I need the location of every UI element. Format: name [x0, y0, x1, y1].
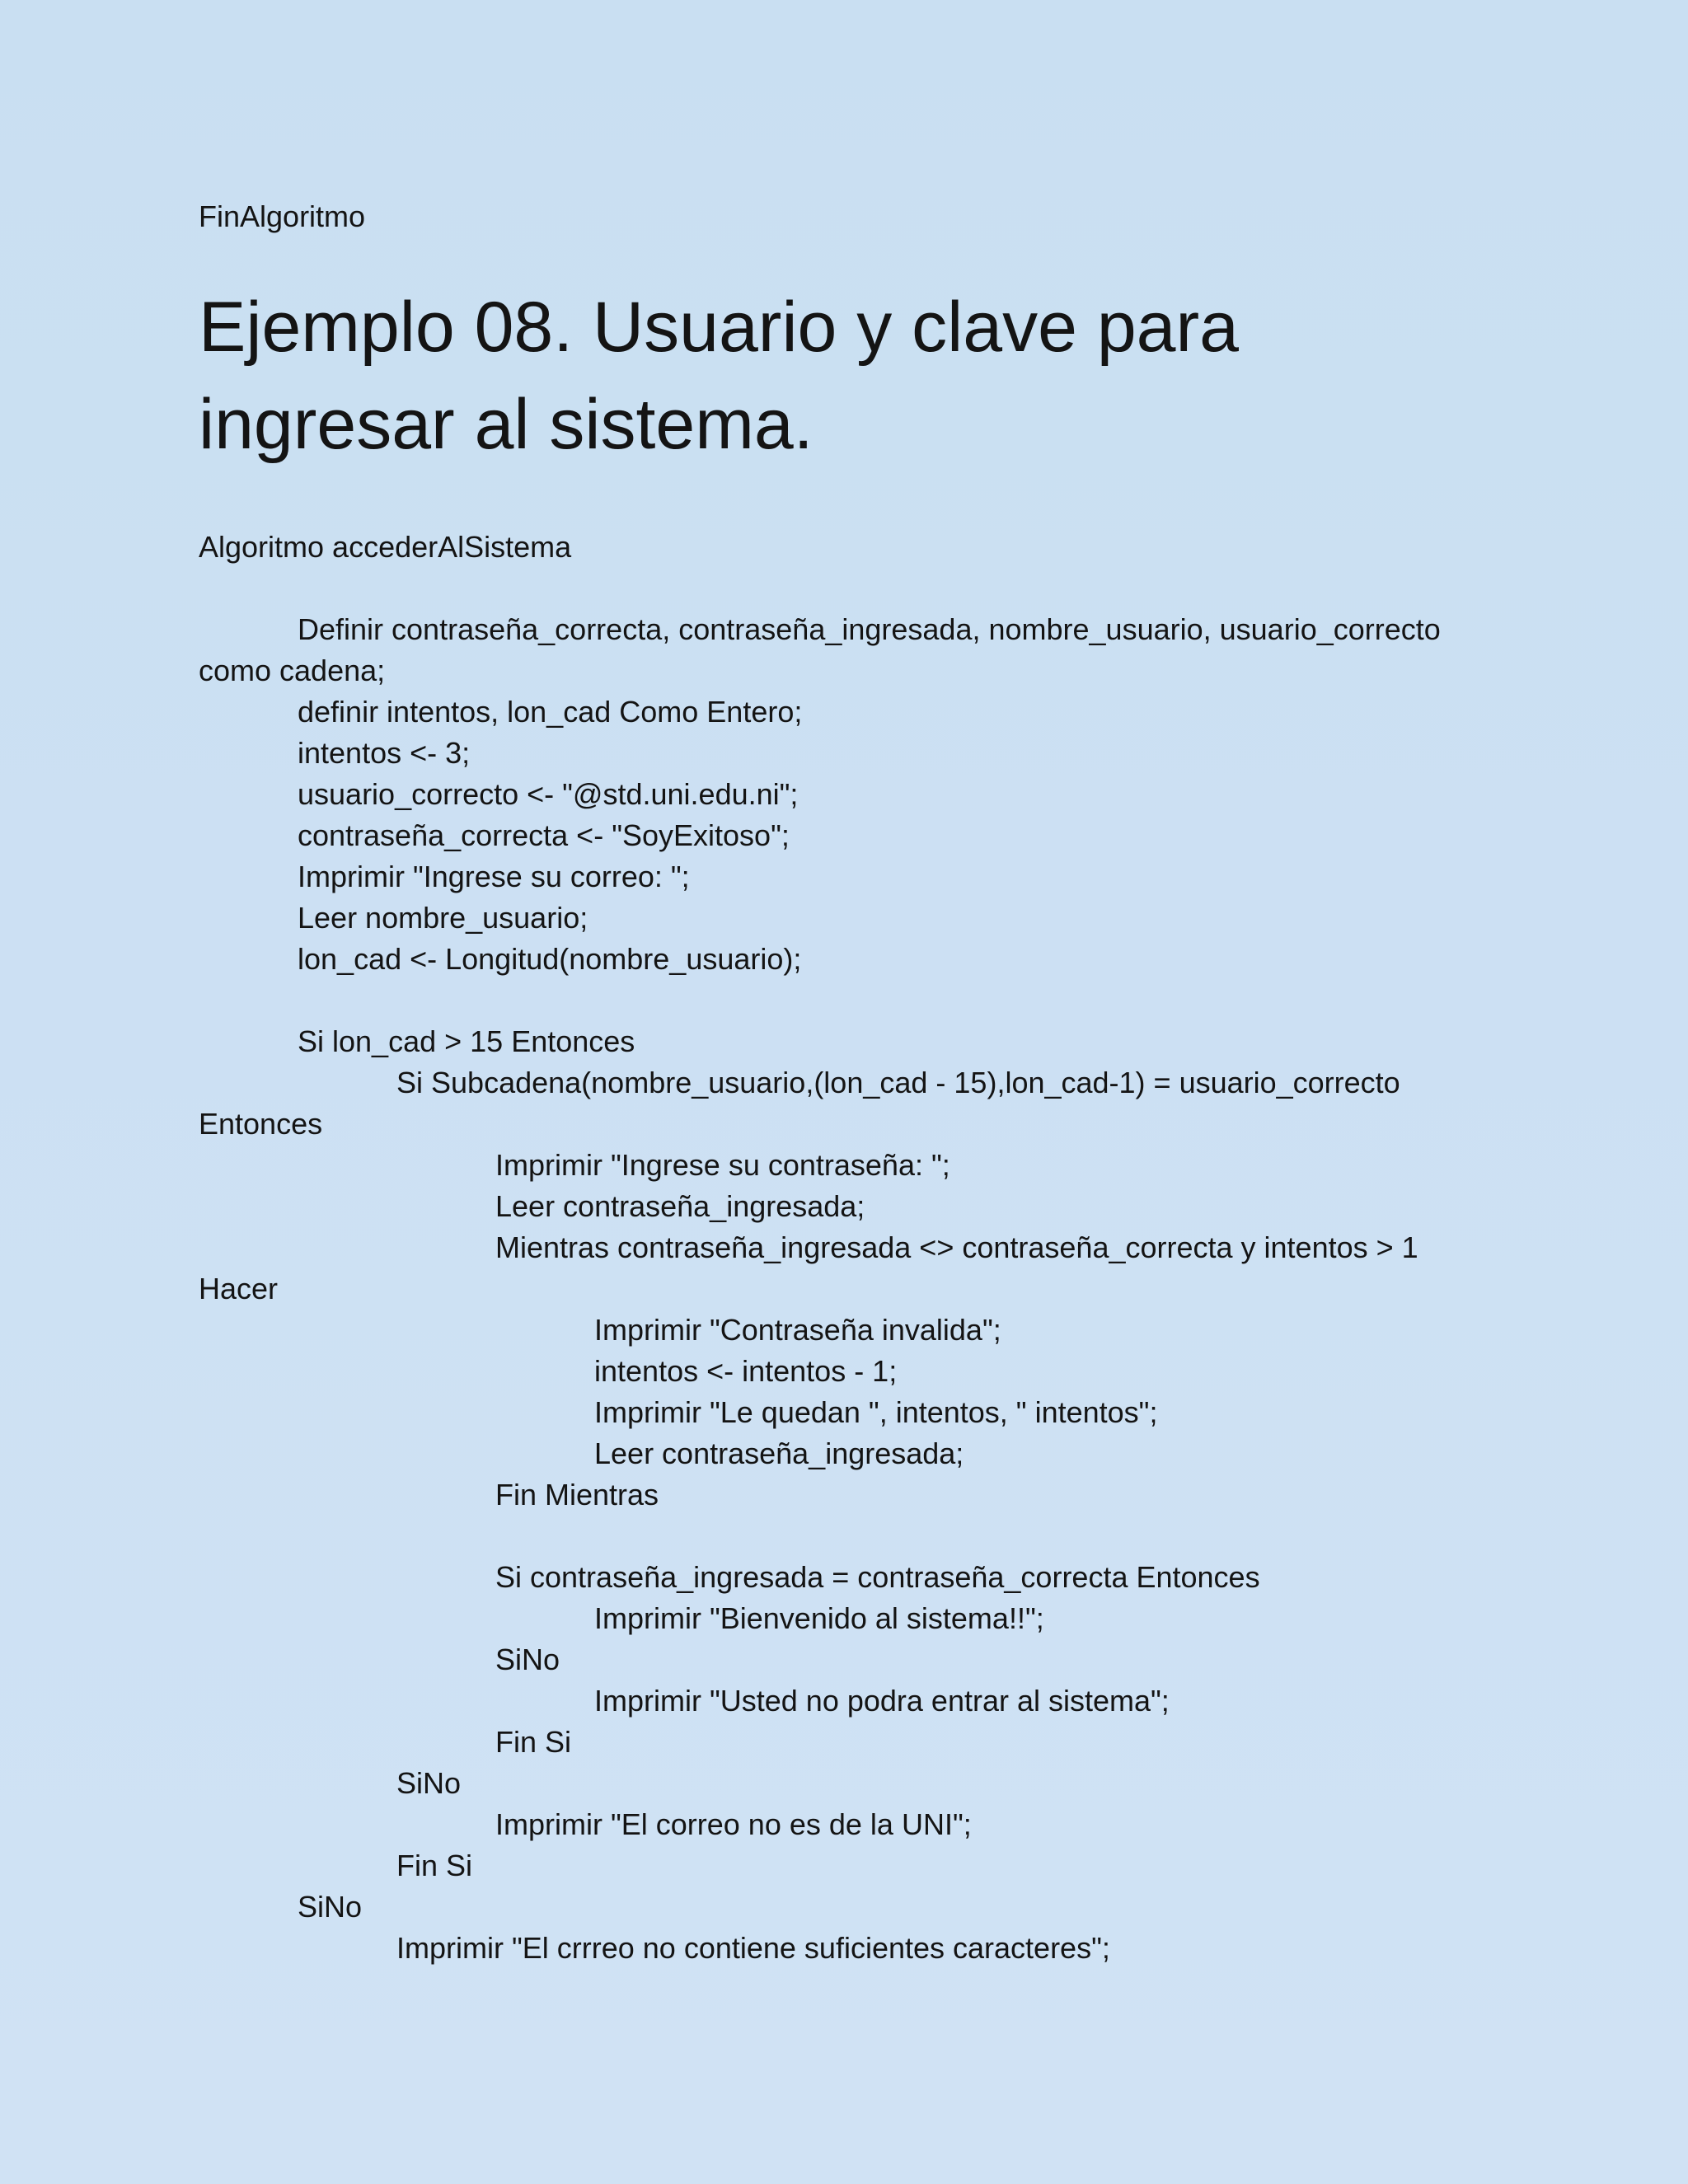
code-line: Fin Si [495, 1725, 572, 1759]
code-line: Entonces [199, 1107, 323, 1141]
code-line: Imprimir "Ingrese su contraseña: "; [495, 1148, 950, 1182]
code-line: Si Subcadena(nombre_usuario,(lon_cad - 15),lon_cad-1) = usuario_correcto [396, 1066, 1400, 1099]
code-line: Mientras contraseña_ingresada <> contraseña_correcta y intentos > 1 [495, 1230, 1418, 1264]
code-line: usuario_correcto <- "@std.uni.edu.ni"; [298, 777, 799, 811]
code-line: SiNo [396, 1766, 462, 1800]
code-line: como cadena; [199, 654, 386, 687]
code-line: Si lon_cad > 15 Entonces [298, 1024, 635, 1058]
code-line: intentos <- 3; [298, 736, 471, 770]
code-line: Imprimir "Le quedan ", intentos, " intentos"; [594, 1395, 1158, 1429]
code-line: Definir contraseña_correcta, contraseña_ingresada, nombre_usuario, usuario_correcto [298, 612, 1441, 646]
code-line: Leer contraseña_ingresada; [495, 1189, 865, 1223]
example-heading [199, 279, 1239, 473]
code-line: Imprimir "Contraseña invalida"; [594, 1313, 1001, 1347]
code-line: intentos <- intentos - 1; [594, 1354, 898, 1388]
code-line: Imprimir "El correo no es de la UNI"; [495, 1807, 972, 1841]
code-line: Fin Mientras [495, 1478, 659, 1511]
code-line: Leer contraseña_ingresada; [594, 1436, 964, 1470]
code-line: SiNo [298, 1890, 363, 1924]
code-line: Hacer [199, 1272, 279, 1305]
code-line: definir intentos, lon_cad Como Entero; [298, 695, 803, 729]
code-line: Imprimir "Bienvenido al sistema!!"; [594, 1601, 1044, 1635]
code-line: contraseña_correcta <- "SoyExitoso"; [298, 818, 790, 852]
heading-line: Ejemplo 08. Usuario y clave para [199, 288, 1239, 367]
end-algorithm-label: FinAlgoritmo [199, 199, 366, 233]
code-line: Algoritmo accederAlSistema [199, 530, 572, 564]
code-line: Imprimir "El crrreo no contiene suficientes caracteres"; [396, 1931, 1110, 1965]
code-line: Imprimir "Usted no podra entrar al sistema"; [594, 1684, 1170, 1718]
code-line: Fin Si [396, 1849, 473, 1882]
code-line: Imprimir "Ingrese su correo: "; [298, 860, 690, 893]
code-line: SiNo [495, 1643, 560, 1676]
heading-line: ingresar al sistema. [199, 385, 814, 464]
code-line: Si contraseña_ingresada = contraseña_correcta Entonces [495, 1560, 1260, 1594]
code-line: Leer nombre_usuario; [298, 901, 588, 935]
code-line: lon_cad <- Longitud(nombre_usuario); [298, 942, 802, 976]
